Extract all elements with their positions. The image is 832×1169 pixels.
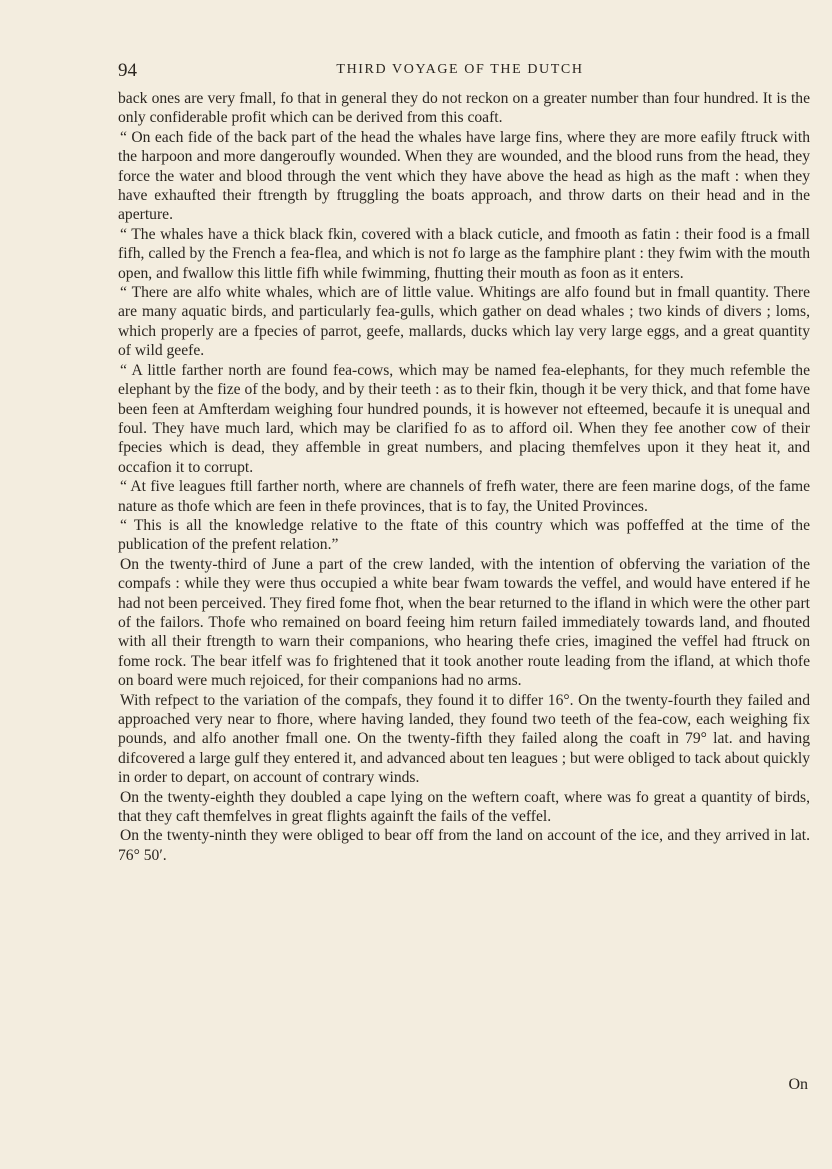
paragraph: “ There are alfo white whales, which are of little value. Whitings are alfo found but in fmall quantity. There are many aquatic birds, and particularly fea-gulls, which gather on dead whales ; two kinds of divers ; loms, which properly are a fpecies of parrot, geefe, mallards, ducks which lay very large eggs, and a great quantity of wild geefe. <box>118 284 810 360</box>
paragraph: On the twenty-ninth they were obliged to bear off from the land on account of the ice, and they arrived in lat. 76° 50′. <box>118 827 810 864</box>
paragraph: “ At five leagues ftill farther north, where are channels of frefh water, there are feen marine dogs, of the fame nature as thofe which are feen in thefe provinces, that is to fay, the United Provinces. <box>118 478 810 515</box>
paragraph: With refpect to the variation of the compafs, they found it to differ 16°. On the twenty-fourth they failed and approached very near to fhore, where having landed, they found two teeth of the fea-cow, each weighing fix pounds, and alfo another fmall one. On the twenty-fifth they failed along the coaft in 79° lat. and having difcovered a large gulf they entered it, and advanced about ten leagues ; but were obliged to tack about quickly in order to depart, on account of contrary winds. <box>118 691 810 787</box>
paragraph: “ A little farther north are found fea-cows, which may be named fea-elephants, for they much refemble the elephant by the fize of the body, and by their teeth : as to their fkin, though it be very thick, and that fome have been feen at Amfterdam weighing four hundred pounds, it is however not efteemed, becaufe it is unequal and foul. They have much lard, which may be clarified fo as to afford oil. When they fee another cow of their fpecies which is dead, they affemble in great numbers, and placing themfelves upon it they heat it, and occafion it to corrupt. <box>118 361 810 476</box>
paragraph: “ The whales have a thick black fkin, covered with a black cuticle, and fmooth as fatin : their food is a fmall fifh, called by the French a fea-flea, and which is not fo large as the famphire plant : they fwim with the mouth open, and fwallow this little fifh while fwimming, fhutting their mouth as foon as it enters. <box>118 225 810 282</box>
page-header <box>110 56 810 84</box>
paragraph: back ones are very fmall, fo that in general they do not reckon on a greater number than four hundred. It is the only confiderable profit which can be derived from this coaft. <box>118 90 810 127</box>
paragraph: On the twenty-eighth they doubled a cape lying on the weftern coaft, where was fo great a quantity of birds, that they caft themfelves in great flights againft the fails of the veffel. <box>118 788 810 826</box>
paragraph: “ This is all the knowledge relative to the ftate of this country which was poffeffed at the time of the publication of the prefent relation.” <box>118 516 810 554</box>
paragraph: On the twenty-third of June a part of the crew landed, with the intention of obferving the variation of the compafs : while they were thus occupied a white bear fwam towards the veffel, and would have entered if he had not been perceived. They fired fome fhot, when the bear returned to the ifland in which were the other part of the failors. Thofe who remained on board feeing him return failed immediately towards land, and fhouted with all their ftrength to warn their companions, who hearing thefe cries, imagined the veffel had ftruck on fome rock. The bear itfelf was fo frightened that it took another route leading from the ifland, at which thofe on board were much rejoiced, for their companions had no arms. <box>118 555 810 690</box>
page-number: 94 <box>118 60 137 81</box>
catchword: On <box>788 1076 808 1093</box>
paragraph: “ On each fide of the back part of the head the whales have large fins, where they are more eafily ftruck with the harpoon and more dangeroufly wounded. When they are wounded, and the blood runs from the head, they force the water and blood through the vent which they have above the head as high as the maft : when they have exhaufted their ftrength by ftruggling the boats approach, and throw darts on their head and in the aperture. <box>118 128 810 224</box>
running-title: THIRD VOYAGE OF THE DUTCH <box>336 62 584 77</box>
body-text <box>118 89 810 865</box>
